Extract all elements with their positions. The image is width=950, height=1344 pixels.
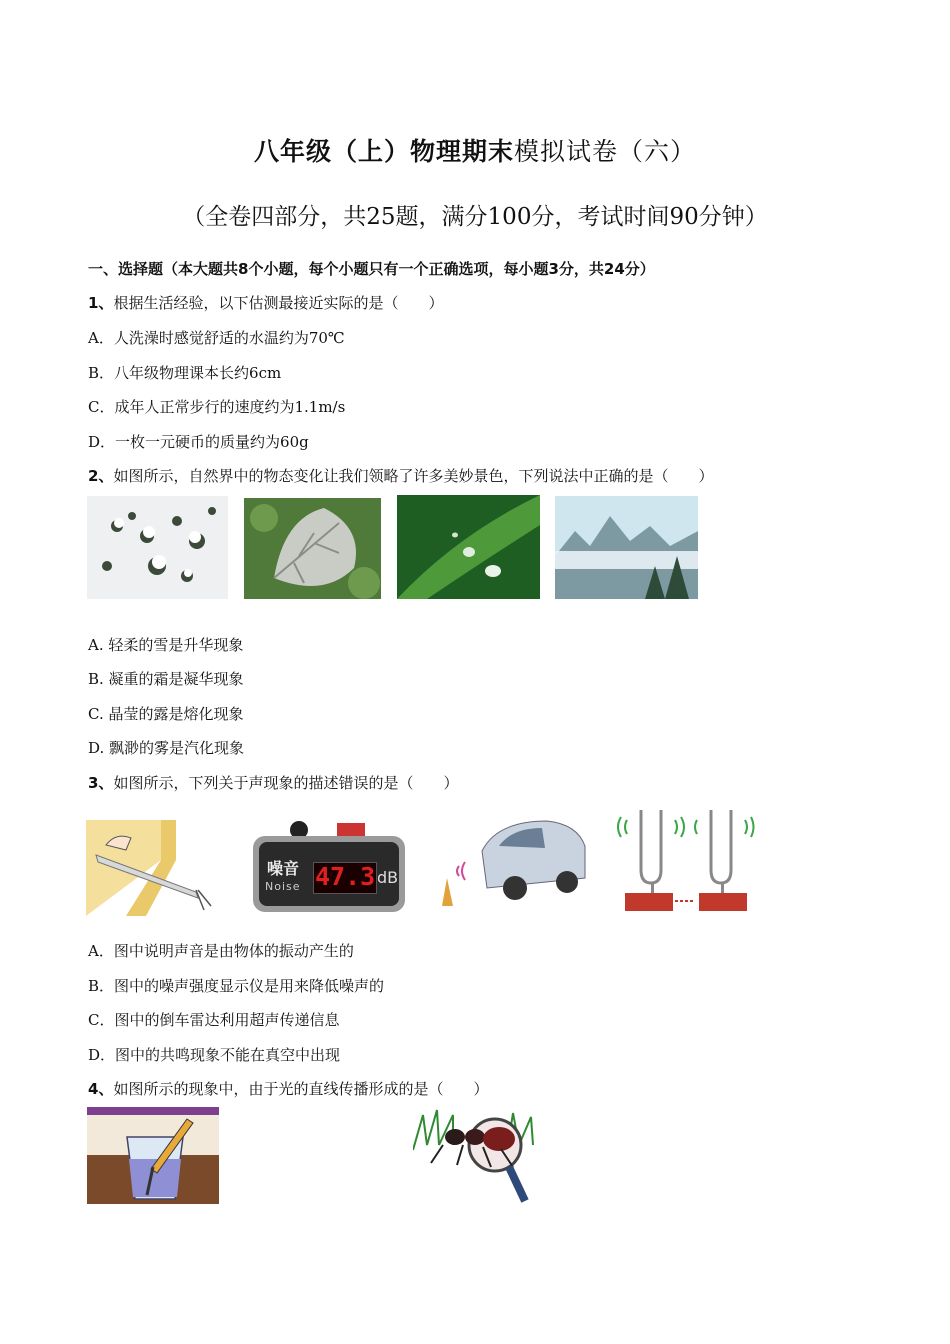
ruler-vibration-figure <box>86 820 214 916</box>
question-number: 4、 <box>88 1080 114 1098</box>
question-2-option-a: A. 轻柔的雪是升华现象 <box>88 636 244 654</box>
meter-label-bottom: Noise <box>265 880 301 893</box>
question-text: 根据生活经验，以下估测最接近实际的是（ ） <box>113 294 444 312</box>
question-text: 如图所示的现象中，由于光的直线传播形成的是（ ） <box>113 1080 489 1098</box>
magnifier-ant-figure <box>413 1105 543 1204</box>
noise-meter-figure <box>253 820 405 914</box>
question-3-option-c: C．图中的倒车雷达利用超声传递信息 <box>88 1011 340 1029</box>
question-3-option-b: B．图中的噪声强度显示仪是用来降低噪声的 <box>88 977 385 995</box>
question-2-option-c: C. 晶莹的露是熔化现象 <box>88 705 244 723</box>
dew-drop-photo <box>397 495 540 599</box>
page-title <box>0 132 950 168</box>
reversing-radar-figure <box>437 816 587 908</box>
question-4-stem <box>88 1078 488 1099</box>
page-subtitle: （全卷四部分，共25题，满分100分，考试时间90分钟） <box>182 204 768 230</box>
meter-unit: dB <box>377 868 399 887</box>
meter-value: 47.3 <box>315 862 376 891</box>
fog-mountain-photo <box>555 496 698 599</box>
question-1-option-c: C．成年人正常步行的速度约为1.1m/s <box>88 398 346 416</box>
question-1-stem <box>88 292 443 313</box>
question-2-option-d: D. 飘渺的雾是汽化现象 <box>88 739 245 757</box>
question-3-option-d: D．图中的共鸣现象不能在真空中出现 <box>88 1046 341 1064</box>
question-2-option-b: B. 凝重的霜是凝华现象 <box>88 670 244 688</box>
question-number: 3、 <box>88 774 114 792</box>
meter-label-top: 噪音 <box>267 859 300 878</box>
frost-leaf-photo <box>244 498 381 599</box>
question-2-stem <box>88 465 713 486</box>
question-1-option-a: A．人洗澡时感觉舒适的水温约为70℃ <box>88 329 345 347</box>
snow-photo <box>87 496 228 599</box>
question-3-option-a: A．图中说明声音是由物体的振动产生的 <box>88 942 354 960</box>
tuning-fork-resonance-figure <box>613 805 756 913</box>
question-number: 1、 <box>88 294 114 312</box>
question-1-option-d: D．一枚一元硬币的质量约为60g <box>88 433 309 451</box>
pencil-in-water-figure <box>87 1107 219 1204</box>
title-rest-part: 模拟试卷（六） <box>514 137 697 166</box>
question-3-stem <box>88 772 458 793</box>
question-text: 如图所示，下列关于声现象的描述错误的是（ ） <box>113 774 459 792</box>
question-number: 2、 <box>88 467 114 485</box>
question-1-option-b: B．八年级物理课本长约6cm <box>88 364 282 382</box>
section-heading: 一、选择题（本大题共8个小题，每个小题只有一个正确选项，每小题3分，共24分） <box>88 260 655 278</box>
question-text: 如图所示，自然界中的物态变化让我们领略了许多美妙景色，下列说法中正确的是（ ） <box>113 467 714 485</box>
title-bold-part: 八年级（上）物理期末 <box>253 137 514 166</box>
